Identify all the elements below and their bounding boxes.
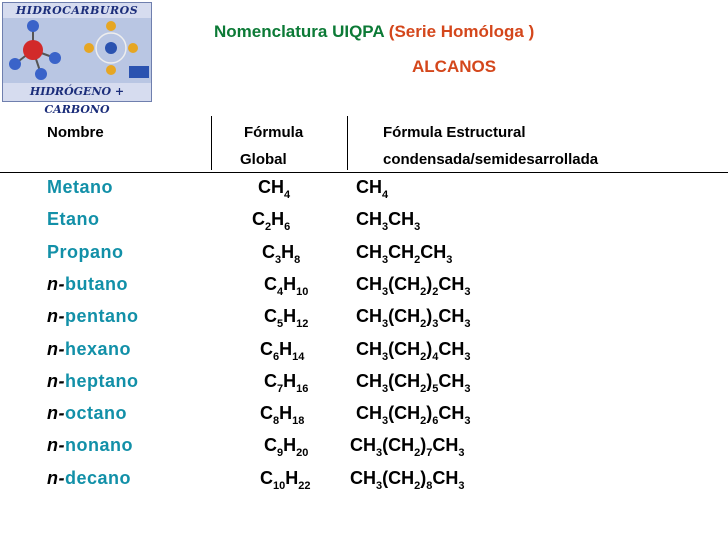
table-row xyxy=(0,468,728,498)
alkane-name xyxy=(47,435,133,456)
title-main: Nomenclatura UIQPA xyxy=(214,22,385,41)
isomer-prefix: n- xyxy=(47,435,65,456)
hydrocarbon-logo xyxy=(2,2,152,116)
alkane-name-text: hexano xyxy=(65,338,132,359)
structural-formula: $CH_4$ xyxy=(356,177,389,201)
header-global-1: Fórmula xyxy=(244,124,304,141)
isomer-prefix: n- xyxy=(47,338,65,359)
alkane-name xyxy=(47,274,128,295)
page-subtitle: ALCANOS xyxy=(412,57,497,76)
alkane-name xyxy=(47,339,131,360)
header-rule xyxy=(0,172,728,173)
table-row xyxy=(0,306,728,336)
header-struct-1: Fórmula Estructural xyxy=(383,124,526,141)
table-row xyxy=(0,339,728,369)
structural-formula: $CH_3(CH_2)_6CH_3$ xyxy=(356,403,471,428)
alkane-name-text: Propano xyxy=(47,241,124,262)
isomer-prefix: n- xyxy=(47,467,65,488)
alkane-name-text: butano xyxy=(65,273,128,294)
alkane-name-text: heptano xyxy=(65,370,139,391)
logo-top-text: HIDROCARBUROS xyxy=(3,3,151,18)
global-formula: $C_8H_{18}$ xyxy=(260,403,305,428)
title-paren: (Serie Homóloga ) xyxy=(388,22,535,41)
alkane-name xyxy=(47,371,139,392)
structural-formula: $CH_3(CH_2)_3CH_3$ xyxy=(356,306,471,331)
alkane-name xyxy=(47,403,127,424)
global-formula: $CH_4$ xyxy=(258,177,291,201)
alkane-name xyxy=(47,306,139,327)
global-formula: $C_7H_{16}$ xyxy=(264,370,309,395)
alkane-name xyxy=(47,468,131,489)
global-formula: $C_3H_8$ xyxy=(262,241,301,266)
page-title xyxy=(214,22,534,42)
structural-formula: $CH_3CH_2CH_3$ xyxy=(356,241,453,266)
structural-formula: $CH_3CH_3$ xyxy=(356,209,421,234)
global-formula: $C_2H_6$ xyxy=(252,209,291,234)
alkane-name-text: octano xyxy=(65,403,128,424)
global-formula: $C_9H_{20}$ xyxy=(264,435,309,460)
isomer-prefix: n- xyxy=(47,306,65,327)
table-row xyxy=(0,177,728,207)
header-divider-1 xyxy=(211,116,212,170)
logo-bottom-text: HIDRÓGENO + CARBONO xyxy=(3,83,151,101)
table-row xyxy=(0,371,728,401)
alkane-name-text: Etano xyxy=(47,209,100,230)
alkane-name-text: Metano xyxy=(47,177,113,197)
alkane-name-text: decano xyxy=(65,467,132,488)
header-name: Nombre xyxy=(47,124,104,141)
structural-formula: $CH_3(CH_2)_7CH_3$ xyxy=(350,435,465,460)
global-formula: $C_4H_{10}$ xyxy=(264,273,309,298)
alkane-name-text: nonano xyxy=(65,435,133,456)
structural-formula: $CH_3(CH_2)_2CH_3$ xyxy=(356,273,471,298)
structural-formula: $CH_3(CH_2)_5CH_3$ xyxy=(356,370,471,395)
structural-formula: $CH_3(CH_2)_4CH_3$ xyxy=(356,338,471,363)
global-formula: $C_{10}H_{22}$ xyxy=(260,467,311,492)
alkane-name xyxy=(47,209,100,230)
molecule-illustration xyxy=(3,18,151,83)
header-divider-2 xyxy=(347,116,348,170)
structural-formula: $CH_3(CH_2)_8CH_3$ xyxy=(350,467,465,492)
table-row xyxy=(0,242,728,272)
header-global-2: Global xyxy=(240,151,287,168)
global-formula: $C_6H_{14}$ xyxy=(260,338,305,363)
alkane-name-text: pentano xyxy=(65,306,139,327)
isomer-prefix: n- xyxy=(47,273,65,294)
alkane-name xyxy=(47,242,124,263)
alkane-name xyxy=(47,177,113,198)
isomer-prefix: n- xyxy=(47,403,65,424)
table-row xyxy=(0,403,728,433)
isomer-prefix: n- xyxy=(47,370,65,391)
table-row xyxy=(0,435,728,465)
table-row xyxy=(0,209,728,239)
header-struct-2: condensada/semidesarrollada xyxy=(383,151,599,168)
global-formula: $C_5H_{12}$ xyxy=(264,306,309,331)
table-row xyxy=(0,274,728,304)
